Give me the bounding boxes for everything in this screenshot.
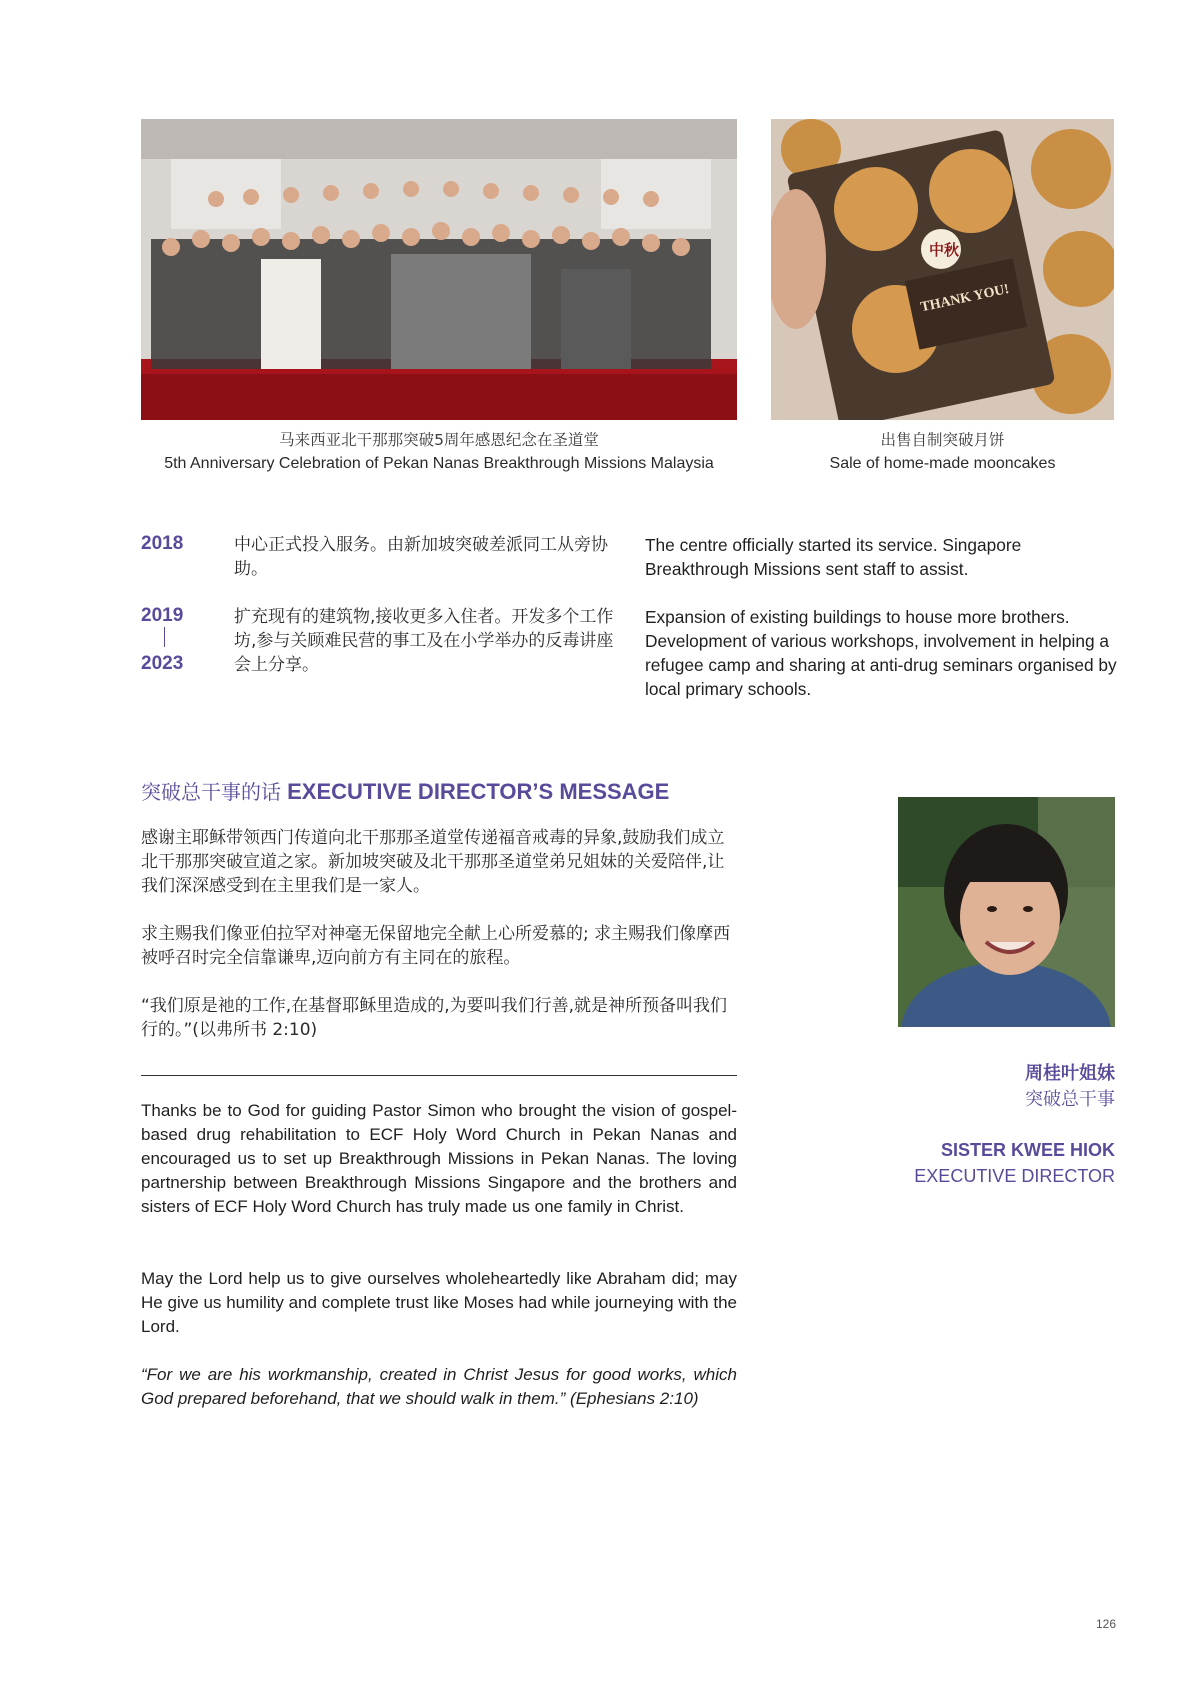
- mooncake-photo-caption-zh: 出售自制突破月饼: [880, 431, 1005, 449]
- timeline-year-end: 2023: [141, 653, 184, 674]
- message-zh-paragraph: 感谢主耶稣带领西门传道向北干那那圣道堂传递福音戒毒的异象,鼓励我们成立北干那那突破宣道之家。新加坡突破及北干那那圣道堂弟兄姐妹的关爱陪伴,让我们深深感受到在主里我们是一家人。: [141, 828, 725, 896]
- timeline-2019-en: Expansion of existing buildings to house more brothers. Development of various workshops, involvement in helping a refugee camp and sharing at anti-drug seminars organised by local primary schools.: [645, 607, 1117, 699]
- group-photo-caption-en: 5th Anniversary Celebration of Pekan Nanas Breakthrough Missions Malaysia: [164, 455, 714, 472]
- message-en-paragraph: May the Lord help us to give ourselves wholeheartedly like Abraham did; may He give us humility and complete trust like Moses had while journeying with the Lord.: [141, 1269, 737, 1336]
- message-en-scripture: “For we are his workmanship, created in Christ Jesus for good works, which God prepared beforehand, that we should walk in them.” (Ephesians 2:10): [141, 1365, 737, 1408]
- message-en-paragraph: Thanks be to God for guiding Pastor Simon who brought the vision of gospel-based drug rehabilitation to ECF Holy Word Church in Pekan Nanas and encouraged us to set up Breakthrough Missions in Pekan Nanas. The loving partnership between Breakthrough Missions Singapore and the brothers and sisters of ECF Holy Word Church has truly made us one family in Christ.: [141, 1101, 737, 1216]
- signature-title-en: EXECUTIVE DIRECTOR: [914, 1166, 1115, 1186]
- timeline-2018-zh: 中心正式投入服务。由新加坡突破差派同工从旁协助。: [234, 535, 608, 579]
- timeline-year-2018: 2018: [141, 533, 184, 554]
- section-divider: [141, 1075, 737, 1076]
- mooncake-photo-caption-en: Sale of home-made mooncakes: [829, 455, 1056, 472]
- timeline-year-start: 2019: [141, 605, 184, 626]
- mooncake-box-label-en: THANK YOU!: [919, 281, 1011, 316]
- group-photo: [141, 119, 737, 420]
- timeline-year-separator: [164, 627, 165, 647]
- message-zh-paragraph: 求主赐我们像亚伯拉罕对神毫无保留地完全献上心所爱慕的; 求主赐我们像摩西被呼召时完全信靠谦卑,迈向前方有主同在的旅程。: [141, 924, 731, 968]
- group-photo-caption-zh: 马来西亚北干那那突破5周年感恩纪念在圣道堂: [279, 431, 599, 449]
- message-heading: [141, 776, 669, 805]
- message-heading-en: EXECUTIVE DIRECTOR’S MESSAGE: [287, 779, 670, 804]
- executive-director-portrait: [898, 797, 1115, 1027]
- signature-name-zh: 周桂叶姐妹: [1025, 1063, 1115, 1084]
- page-number: 126: [1095, 1617, 1116, 1631]
- signature-name-en: SISTER KWEE HIOK: [940, 1140, 1115, 1160]
- mooncake-box-label-zh: 中秋: [929, 241, 960, 259]
- signature-title-zh: 突破总干事: [1025, 1089, 1115, 1110]
- timeline-2018-en: The centre officially started its service. Singapore Breakthrough Missions sent staff to assist.: [645, 535, 1022, 579]
- group-photo-caption: [141, 429, 737, 475]
- message-heading-zh: 突破总干事的话: [141, 780, 281, 804]
- timeline-2019-zh: 扩充现有的建筑物,接收更多入住者。开发多个工作坊,参与关顾难民营的事工及在小学举办的反毒讲座会上分享。: [234, 607, 614, 675]
- message-zh-scripture: “我们原是祂的工作,在基督耶稣里造成的,为要叫我们行善,就是神所预备叫我们行的。”(以弗所书 2:10): [141, 996, 728, 1040]
- mooncake-photo-caption: [771, 429, 1114, 475]
- mooncake-photo: [771, 119, 1114, 420]
